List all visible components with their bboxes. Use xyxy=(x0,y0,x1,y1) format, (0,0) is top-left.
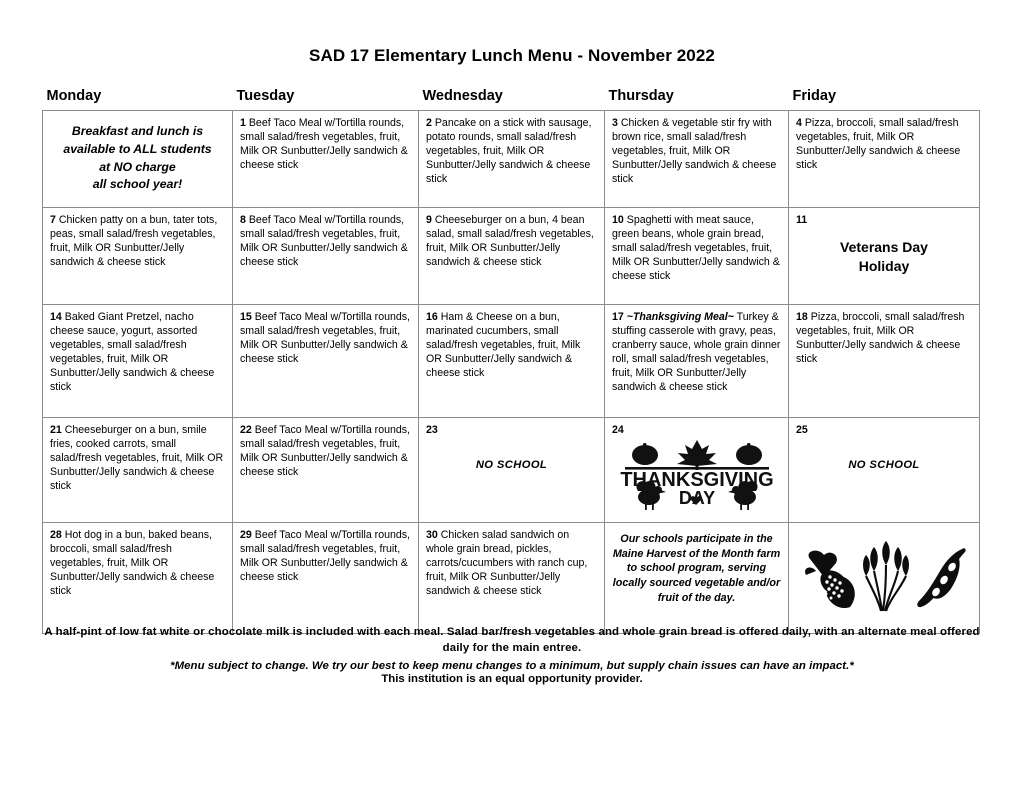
table-row xyxy=(43,418,980,523)
calendar-cell-day-15 xyxy=(233,305,419,418)
special-meal-heading: ~Thanksgiving Meal~ xyxy=(626,311,734,323)
menu-text: Chicken patty on a bun, tater tots, peas, small salad/fresh vegetables, fruit, Milk OR Sunbutter/Jelly sandwich & cheese stick xyxy=(50,214,218,268)
calendar-cell-day-22 xyxy=(233,418,419,523)
thanksgiving-art-line-1: THANKSGIVING xyxy=(619,468,774,491)
corn-wheat-peapod-graphic xyxy=(796,529,972,626)
day-number: 4 xyxy=(796,117,802,129)
calendar-cell-day-4 xyxy=(789,111,980,208)
menu-text: Baked Giant Pretzel, nacho cheese sauce, yogurt, assorted vegetables, small salad/fresh vegetables, fruit, Milk OR Sunbutter/Jelly sandwich & cheese stick xyxy=(50,311,215,393)
calendar-cell-promo xyxy=(43,111,233,208)
day-number: 14 xyxy=(50,311,62,323)
calendar-cell-day-21 xyxy=(43,418,233,523)
day-number: 22 xyxy=(240,424,252,436)
table-row xyxy=(43,208,980,305)
menu-text: Turkey & stuffing casserole with gravy, peas, cranberry sauce, whole grain dinner roll, small salad/fresh vegetables, fruit, Milk OR Sunbutter/Jelly sandwich & cheese stick xyxy=(612,311,781,393)
calendar-cell-day-24 xyxy=(605,418,789,523)
calendar-cell-day-23 xyxy=(419,418,605,523)
calendar-cell-day-7 xyxy=(43,208,233,305)
menu-text: Beef Taco Meal w/Tortilla rounds, small salad/fresh vegetables, fruit, Milk OR Sunbutter/Jelly sandwich & cheese stick xyxy=(240,117,408,171)
day-header-wednesday: Wednesday xyxy=(422,88,503,104)
menu-text: Cheeseburger on a bun, 4 bean salad, small salad/fresh vegetables, fruit, Milk OR Sunbutter/Jelly sandwich & cheese stick xyxy=(426,214,594,268)
calendar-cell-day-2 xyxy=(419,111,605,208)
promo-line-4: all school year! xyxy=(92,177,183,192)
day-number: 3 xyxy=(612,117,618,129)
table-row xyxy=(43,305,980,418)
footer-line-2: *Menu subject to change. We try our best to keep menu changes to a minimum, but supply chain issues can have an impact.* xyxy=(170,660,854,673)
day-header-monday: Monday xyxy=(46,88,102,104)
day-number: 8 xyxy=(240,214,246,226)
menu-text: Pizza, broccoli, small salad/fresh vegetables, fruit, Milk OR Sunbutter/Jelly sandwich & cheese stick xyxy=(796,117,961,171)
no-school-label: NO SCHOOL xyxy=(848,458,920,471)
day-number: 2 xyxy=(426,117,432,129)
footer-line-1: A half-pint of low fat white or chocolate milk is included with each meal. Salad bar/fresh vegetables and whole grain bread is offered daily, with an alternate meal offered daily for the main entree. xyxy=(44,626,980,655)
menu-text: Beef Taco Meal w/Tortilla rounds, small salad/fresh vegetables, fruit, Milk OR Sunbutter/Jelly sandwich & cheese stick xyxy=(240,311,411,365)
menu-text: Spaghetti with meat sauce, green beans, whole grain bread, small salad/fresh vegetables, fruit, Milk OR Sunbutter/Jelly sandwich & cheese stick xyxy=(612,214,780,282)
table-row xyxy=(43,111,980,208)
calendar-cell-vegetable-art xyxy=(789,522,980,633)
day-number: 15 xyxy=(240,311,252,323)
thanksgiving-day-icon xyxy=(613,440,781,510)
menu-text: Chicken & vegetable stir fry with brown rice, small salad/fresh vegetables, fruit, Milk OR Sunbutter/Jelly sandwich & cheese stick xyxy=(612,117,777,185)
calendar-cell-day-16 xyxy=(419,305,605,418)
calendar-cell-day-25 xyxy=(789,418,980,523)
thanksgiving-day-graphic xyxy=(612,440,781,515)
promo-line-3: at NO charge xyxy=(99,159,176,174)
calendar-cell-day-1 xyxy=(233,111,419,208)
menu-text: Beef Taco Meal w/Tortilla rounds, small salad/fresh vegetables, fruit, Milk OR Sunbutter/Jelly sandwich & cheese stick xyxy=(240,214,408,268)
calendar-cell-day-17 xyxy=(605,305,789,418)
calendar-cell-day-18 xyxy=(789,305,980,418)
menu-text: Ham & Cheese on a bun, marinated cucumbers, small salad/fresh vegetables, fruit, Milk OR Sunbutter/Jelly sandwich & cheese stick xyxy=(426,311,581,379)
day-number: 11 xyxy=(796,214,808,226)
calendar-cell-harvest-note xyxy=(605,522,789,633)
holiday-label-line-2: Holiday xyxy=(858,257,910,274)
day-number: 7 xyxy=(50,214,56,226)
menu-text: Beef Taco Meal w/Tortilla rounds, small salad/fresh vegetables, fruit, Milk OR Sunbutter/Jelly sandwich & cheese stick xyxy=(240,424,411,478)
day-number: 16 xyxy=(426,311,438,323)
page-title: SAD 17 Elementary Lunch Menu - November 2022 xyxy=(309,46,715,65)
day-number: 25 xyxy=(796,424,808,436)
harvest-of-the-month-note: Our schools participate in the Maine Harvest of the Month farm to school program, serving locally sourced vegetable and/or fruit of the day. xyxy=(612,532,781,604)
day-header-friday: Friday xyxy=(792,88,837,104)
calendar-cell-day-10 xyxy=(605,208,789,305)
calendar-cell-day-8 xyxy=(233,208,419,305)
calendar-cell-day-30 xyxy=(419,522,605,633)
holiday-label xyxy=(796,238,972,276)
day-number: 10 xyxy=(612,214,624,226)
menu-text: Cheeseburger on a bun, smile fries, cooked carrots, small salad/fresh vegetables, fruit, Milk OR Sunbutter/Jelly sandwich & cheese stick xyxy=(50,424,224,492)
thanksgiving-art-line-2: DAY xyxy=(678,487,715,508)
calendar-cell-day-9 xyxy=(419,208,605,305)
free-meals-promo xyxy=(50,117,225,194)
footer-notes xyxy=(42,624,982,685)
promo-line-1: Breakfast and lunch is xyxy=(71,124,204,138)
no-school-label: NO SCHOOL xyxy=(475,458,548,471)
day-number: 29 xyxy=(240,528,252,541)
menu-text: Pancake on a stick with sausage, potato rounds, small salad/fresh vegetables, fruit, Milk OR Sunbutter/Jelly sandwich & cheese stick xyxy=(426,117,592,185)
holiday-label-line-1: Veterans Day xyxy=(840,238,928,255)
footer-line-3: This institution is an equal opportunity provider. xyxy=(381,673,643,686)
calendar-cell-day-14 xyxy=(43,305,233,418)
table-row xyxy=(43,522,980,633)
day-number: 9 xyxy=(426,214,432,226)
menu-text: Pizza, broccoli, small salad/fresh vegetables, fruit, Milk OR Sunbutter/Jelly sandwich & cheese stick xyxy=(796,311,965,365)
menu-text: Beef Taco Meal w/Tortilla rounds, small salad/fresh vegetables, fruit, Milk OR Sunbutter/Jelly sandwich & cheese stick xyxy=(240,528,411,583)
calendar-container xyxy=(42,88,979,634)
produce-icon xyxy=(796,533,976,621)
menu-calendar-table xyxy=(42,88,980,634)
day-number: 1 xyxy=(240,117,246,129)
calendar-cell-day-3 xyxy=(605,111,789,208)
day-header-tuesday: Tuesday xyxy=(236,88,295,104)
promo-line-2: available to ALL students xyxy=(63,141,212,156)
calendar-cell-day-28 xyxy=(43,522,233,633)
calendar-cell-day-11 xyxy=(789,208,980,305)
day-number: 28 xyxy=(50,528,62,541)
menu-text: Chicken salad sandwich on whole grain bread, pickles, carrots/cucumbers with ranch cup, fruit, Milk OR Sunbutter/Jelly sandwich & cheese stick xyxy=(426,528,588,597)
day-number: 23 xyxy=(426,424,438,436)
calendar-cell-day-29 xyxy=(233,522,419,633)
calendar-header-row xyxy=(43,88,980,111)
day-number: 17 xyxy=(612,311,624,323)
day-number: 18 xyxy=(796,311,808,323)
day-number: 30 xyxy=(426,528,438,541)
day-number: 21 xyxy=(50,424,62,436)
day-header-thursday: Thursday xyxy=(608,88,674,104)
day-number: 24 xyxy=(612,424,624,436)
menu-text: Hot dog in a bun, baked beans, broccoli, small salad/fresh vegetables, fruit, Milk OR Sunbutter/Jelly sandwich & cheese stick xyxy=(50,528,215,597)
